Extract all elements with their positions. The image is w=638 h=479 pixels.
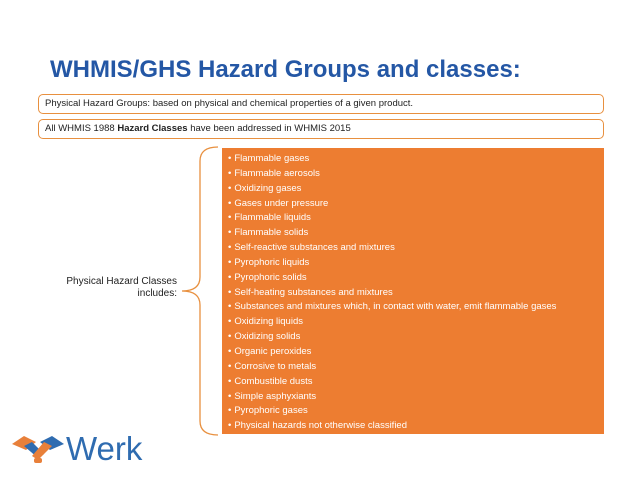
hazard-class-item: • Pyrophoric solids [228,271,604,286]
hazard-class-item: • Self-reactive substances and mixtures [228,241,604,256]
hazard-class-item: • Oxidizing solids [228,330,604,345]
werk-logo: Werk [66,430,143,467]
hazard-class-item: • Organic peroxides [228,345,604,360]
hazard-classes-list [228,152,604,434]
hazard-class-item: • Pyrophoric gases [228,404,604,419]
label-line-1: Physical Hazard Classes [66,276,177,287]
hazard-class-item: • Physical hazards not otherwise classified [228,419,604,434]
label-line-2: includes: [137,288,177,299]
handshake-icon [10,428,66,470]
hazard-class-item: • Flammable gases [228,152,604,167]
hazard-class-item: • Combustible dusts [228,375,604,390]
hazard-class-item: • Flammable aerosols [228,167,604,182]
hazard-class-item: • Gases under pressure [228,197,604,212]
physical-hazard-groups-box [38,94,604,114]
hazard-classes-note-bold: Hazard Classes [117,123,188,134]
hazard-classes-panel [222,148,604,434]
hazard-class-item: • Oxidizing gases [228,182,604,197]
hazard-class-item: • Corrosive to metals [228,360,604,375]
hazard-class-item: • Substances and mixtures which, in contact with water, emit flammable gases [228,300,604,315]
hazard-classes-note-box [38,119,604,139]
hazard-class-item: • Simple asphyxiants [228,390,604,405]
hazard-classes-note-prefix: All WHMIS 1988 [45,123,118,134]
hazard-classes-note-suffix: have been addressed in WHMIS 2015 [187,123,351,134]
hazard-class-item: • Flammable solids [228,226,604,241]
physical-hazard-groups-text: Physical Hazard Groups: based on physical and chemical properties of a given product. [45,98,414,109]
physical-hazard-classes-label [40,276,177,300]
slide-title: WHMIS/GHS Hazard Groups and classes: [50,56,521,83]
curly-brace-icon [178,143,222,439]
hazard-class-item: • Pyrophoric liquids [228,256,604,271]
hazard-class-item: • Oxidizing liquids [228,315,604,330]
hazard-class-item: • Flammable liquids [228,211,604,226]
hazard-class-item: • Self-heating substances and mixtures [228,286,604,301]
